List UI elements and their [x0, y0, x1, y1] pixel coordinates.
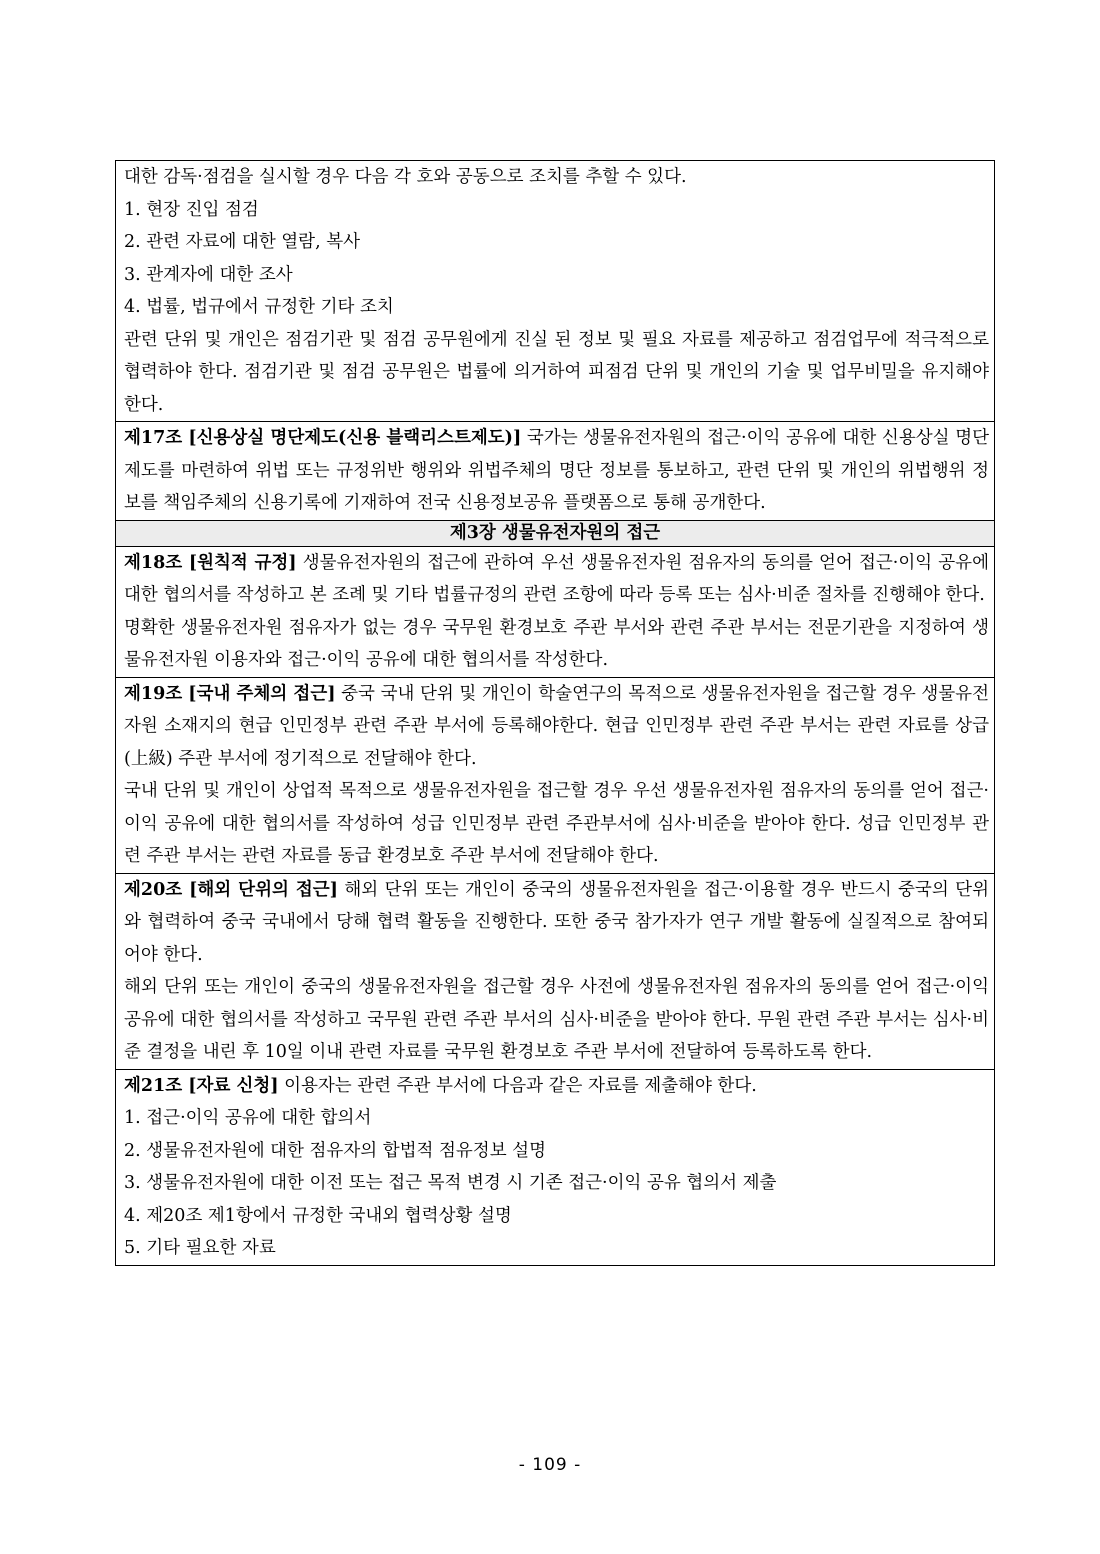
intro-line: 대한 감독·점검을 실시할 경우 다음 각 호와 공동으로 조치를 추할 수 있다.: [124, 167, 687, 187]
article-21-item-2: 2. 생물유전자원에 대한 점유자의 합법적 점유정보 설명: [124, 1140, 546, 1161]
article-17-body: 국가는 생물유전자원의 접근·이익 공유에 대한 신용상실 명단제도를 마련하여 위법 또는 규정위반 행위와 위법주체의 명단 정보를 통보하고, 관련 단위 및 개인의 위법행위 정보를 책임주체의 신용기록에 기재하여 전국 신용정보공유 플랫폼으로 통해 공개한다.: [124, 428, 990, 513]
chapter-3-heading: [115, 521, 995, 547]
article-21-item-5: 5. 기타 필요한 자료: [124, 1238, 276, 1258]
intro-item-3: 3. 관계자에 대한 조사: [124, 264, 293, 285]
article-21-item-4: 4. 제20조 제1항에서 규정한 국내외 협력상황 설명: [124, 1205, 512, 1226]
article-19: [115, 678, 995, 874]
chapter-3-heading-text: 제3장 생물유전자원의 접근: [449, 522, 661, 543]
article-21-item-1: 1. 접근·이익 공유에 대한 합의서: [124, 1108, 372, 1128]
article-17: [115, 422, 995, 521]
article-21: [115, 1070, 995, 1266]
article-18: [115, 547, 995, 678]
page-number: - 109 -: [518, 1455, 582, 1475]
article-21-body: 이용자는 관련 주관 부서에 다음과 같은 자료를 제출해야 한다.: [278, 1075, 757, 1096]
article-21-title: 제21조 [자료 신청]: [124, 1075, 279, 1096]
article-18-paragraph-2: 명확한 생물유전자원 점유자가 없는 경우 국무원 환경보호 주관 부서와 관련 주관 부서는 전문기관을 지정하여 생물유전자원 이용자와 접근·이익 공유에 대한 협의서를 작성한다.: [124, 617, 989, 670]
intro-block: [115, 160, 995, 422]
document-table: [115, 160, 995, 1266]
article-20-body: 해외 단위 또는 개인이 중국의 생물유전자원을 접근·이용할 경우 반드시 중국의 단위와 협력하여 중국 국내에서 당해 협력 활동을 진행한다. 또한 중국 참가자가 연구 개발 활동에 실질적으로 참여되어야 한다.: [124, 879, 989, 965]
article-21-item-3: 3. 생물유전자원에 대한 이전 또는 접근 목적 변경 시 기존 접근·이익 공유 협의서 제출: [124, 1173, 777, 1193]
article-17-title: 제17조 [신용상실 명단제도(신용 블랙리스트제도)]: [124, 428, 522, 448]
intro-item-4: 4. 법률, 법규에서 규정한 기타 조치: [124, 297, 394, 317]
article-20-paragraph-2: 해외 단위 또는 개인이 중국의 생물유전자원을 접근할 경우 사전에 생물유전자원 점유자의 동의를 얻어 접근·이익 공유에 대한 협의서를 작성하고 국무원 관련 주관 부서의 심사·비준을 받아야 한다. 무원 관련 주관 부서는 심사·비준 결정을 내린 후 10일 이내 관련 자료를 국무원 환경보호 주관 부서에 전달하여 등록하도록 한다.: [124, 977, 989, 1062]
article-18-body: 생물유전자원의 접근에 관하여 우선 생물유전자원 점유자의 동의를 얻어 접근·이익 공유에 대한 협의서를 작성하고 본 조례 및 기타 법률규정의 관련 조항에 따라 등록 또는 심사·비준 절차를 진행해야 한다.: [124, 552, 989, 605]
intro-item-1: 1. 현장 진입 점검: [124, 199, 259, 220]
article-20-title: 제20조 [해외 단위의 접근]: [124, 879, 338, 900]
article-19-body: 중국 국내 단위 및 개인이 학술연구의 목적으로 생물유전자원을 접근할 경우 생물유전자원 소재지의 현급 인민정부 관련 주관 부서에 등록해야한다. 현급 인민정부 관련 주관 부서는 관련 자료를 상급(上級) 주관 부서에 정기적으로 전달해야 한다.: [124, 683, 989, 769]
article-19-paragraph-2: 국내 단위 및 개인이 상업적 목적으로 생물유전자원을 접근할 경우 우선 생물유전자원 점유자의 동의를 얻어 접근·이익 공유에 대한 협의서를 작성하여 성급 인민정부 관련 주관부서에 심사·비준을 받아야 한다. 성급 인민정부 관련 주관 부서는 관련 자료를 동급 환경보호 주관 부서에 전달해야 한다.: [124, 781, 989, 866]
intro-item-2: 2. 관련 자료에 대한 열람, 복사: [124, 232, 361, 252]
article-20: [115, 874, 995, 1070]
article-19-title: 제19조 [국내 주체의 접근]: [124, 683, 336, 704]
intro-paragraph: 관련 단위 및 개인은 점검기관 및 점검 공무원에게 진실 된 정보 및 필요 자료를 제공하고 점검업무에 적극적으로 협력하야 한다. 점검기관 및 점검 공무원은 법률에 의거하여 피점검 단위 및 개인의 기술 및 업무비밀을 유지해야한다.: [124, 329, 989, 415]
article-18-title: 제18조 [원칙적 규정]: [124, 552, 297, 573]
